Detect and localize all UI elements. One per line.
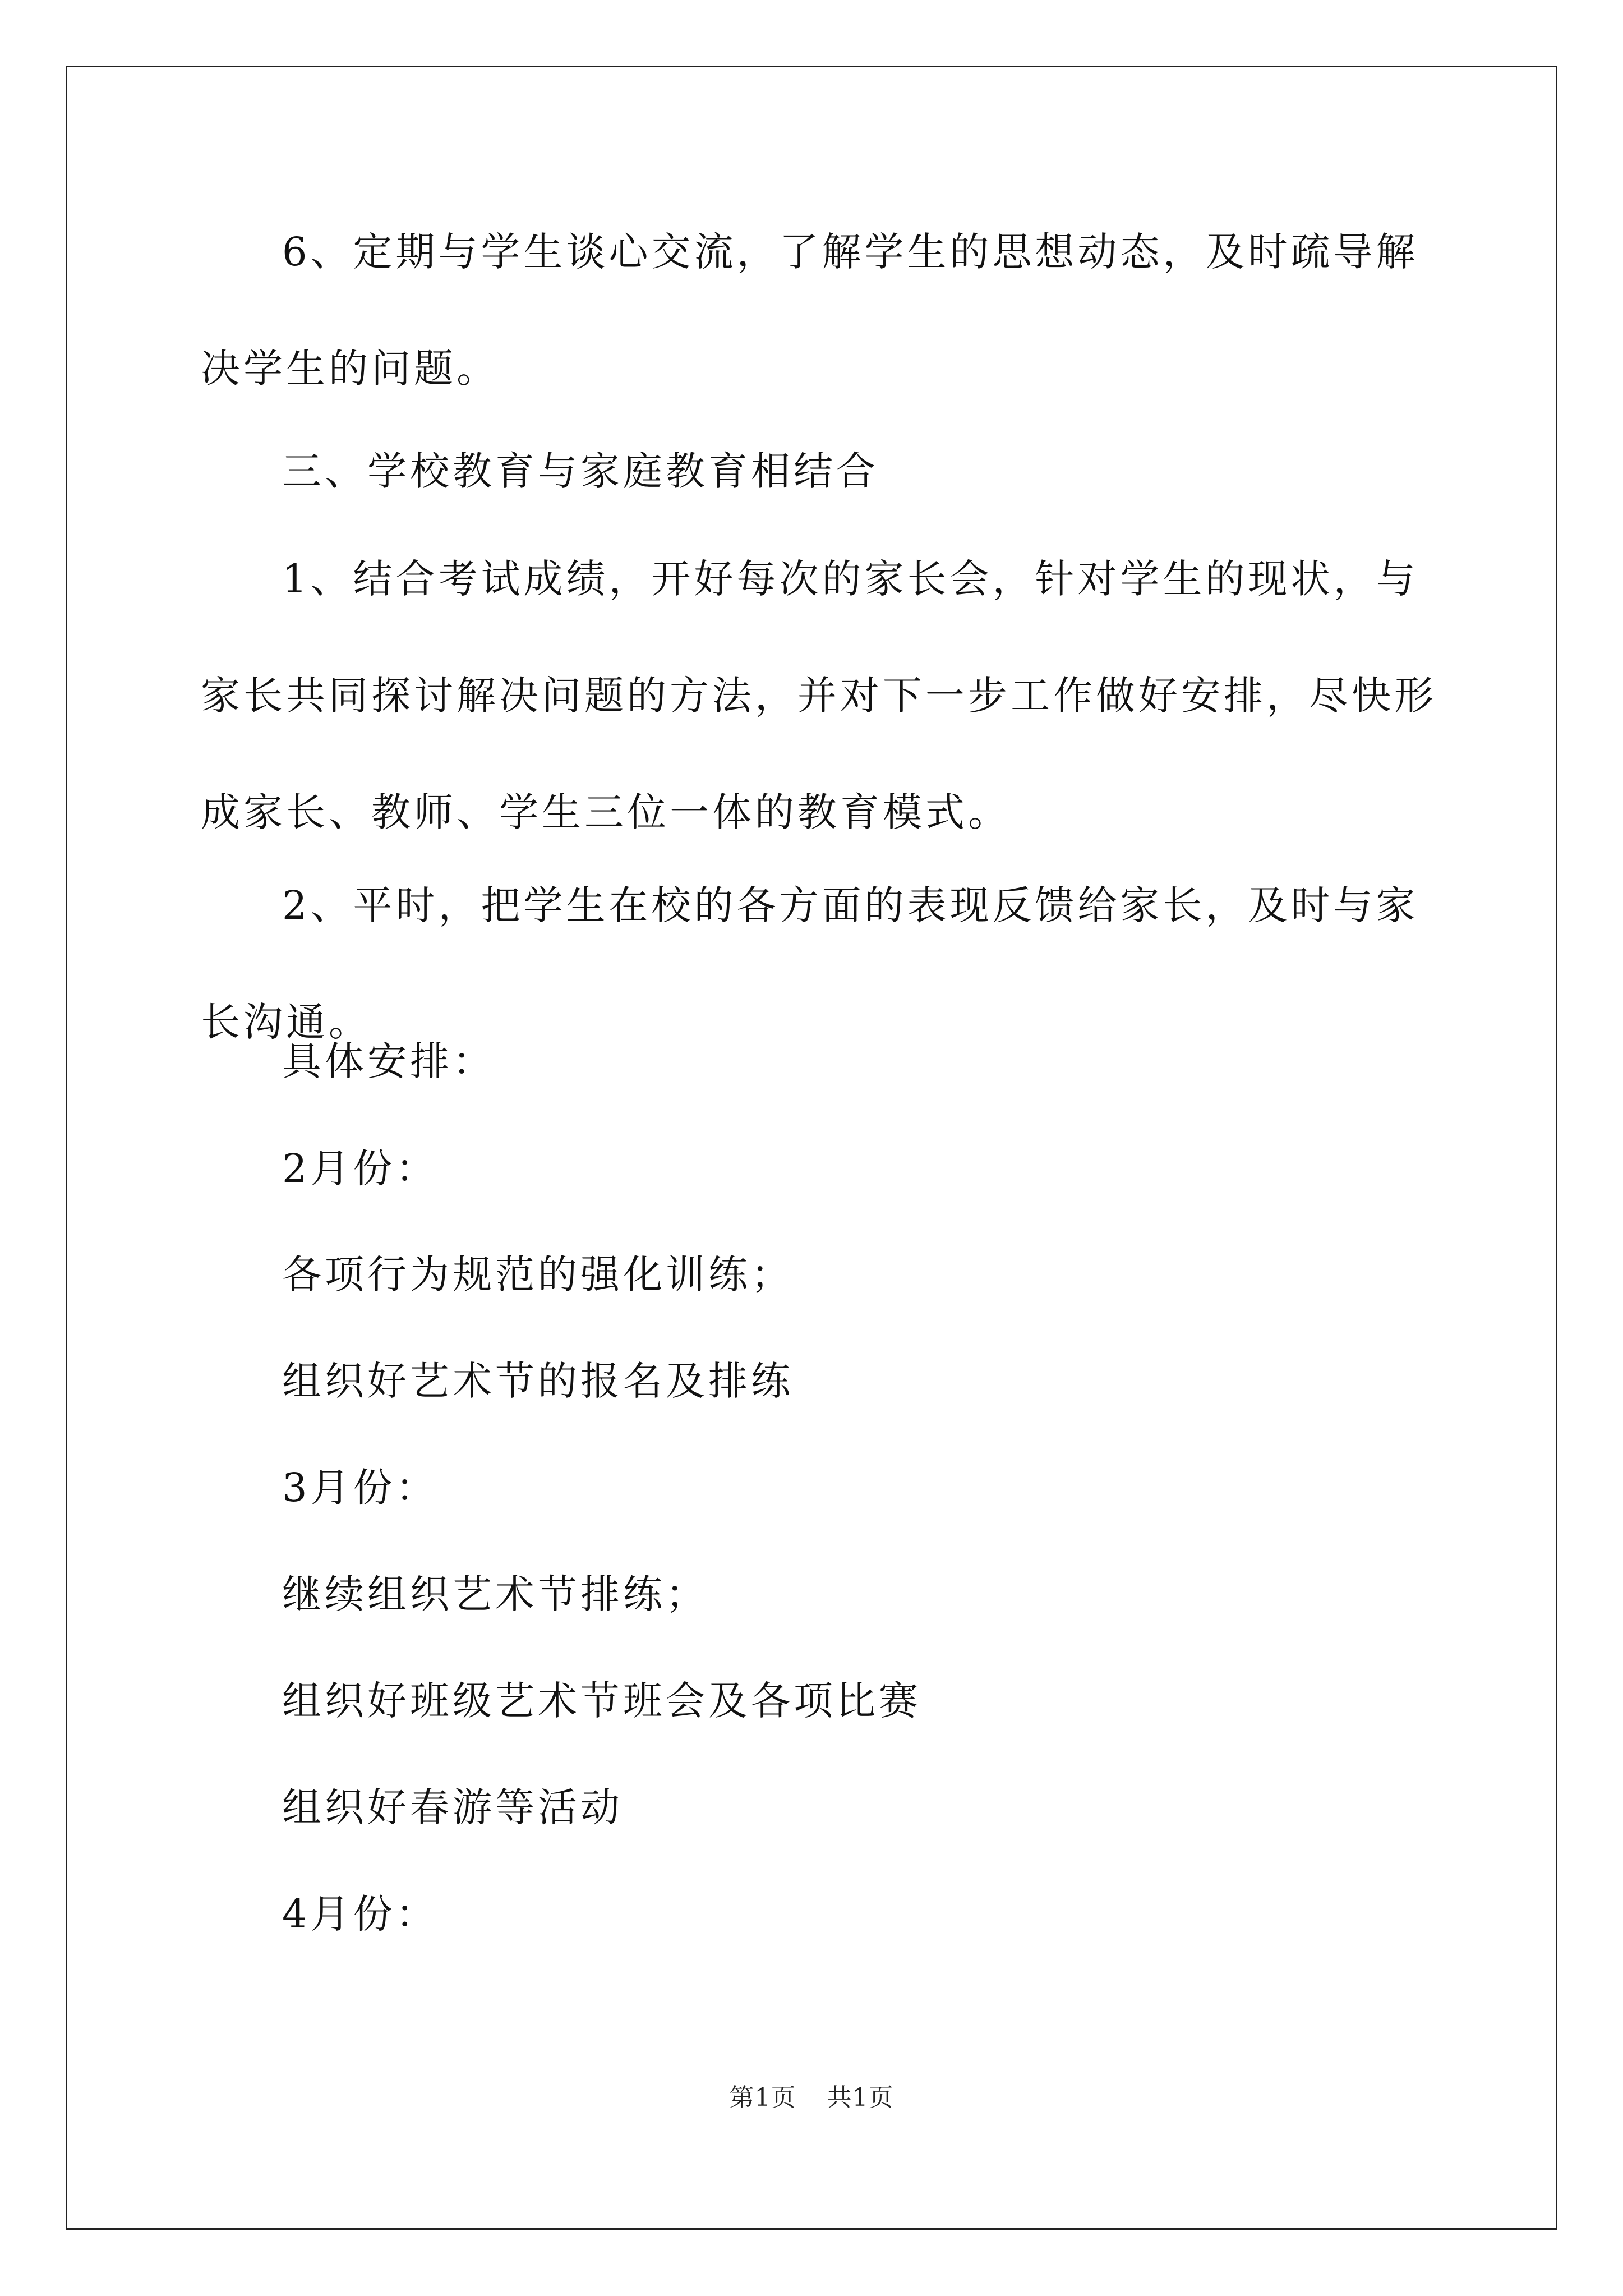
schedule-item: 组织好春游等活动 (282, 1784, 623, 1830)
section-heading-3: 三、学校教育与家庭教育相结合 (282, 448, 879, 494)
paragraph-item-6: 6、定期与学生谈心交流，了解学生的思想动态，及时疏导解决学生的问题。 (201, 229, 1419, 392)
schedule-item: 组织好班级艺术节班会及各项比赛 (282, 1678, 921, 1724)
month-heading-feb: 2月份： (282, 1145, 439, 1191)
page-total: 共1页 (827, 2083, 894, 2112)
month-heading-mar: 3月份： (282, 1465, 439, 1511)
page-footer (0, 2081, 1623, 2115)
schedule-heading: 具体安排： (282, 1038, 495, 1084)
paragraph-item-2: 2、平时，把学生在校的各方面的表现反馈给家长，及时与家长沟通。 (201, 882, 1419, 1045)
month-heading-apr: 4月份： (282, 1891, 439, 1937)
paragraph-item-1: 1、结合考试成绩，开好每次的家长会，针对学生的现状，与家长共同探讨解决问题的方法，并对下一步工作做好安排，尽快形成家长、教师、学生三位一体的教育模式。 (201, 556, 1437, 835)
page-number: 第1页 (729, 2083, 796, 2112)
schedule-item: 继续组织艺术节排练； (282, 1571, 708, 1617)
schedule-item: 组织好艺术节的报名及排练 (282, 1358, 794, 1404)
schedule-item: 各项行为规范的强化训练； (282, 1251, 794, 1297)
